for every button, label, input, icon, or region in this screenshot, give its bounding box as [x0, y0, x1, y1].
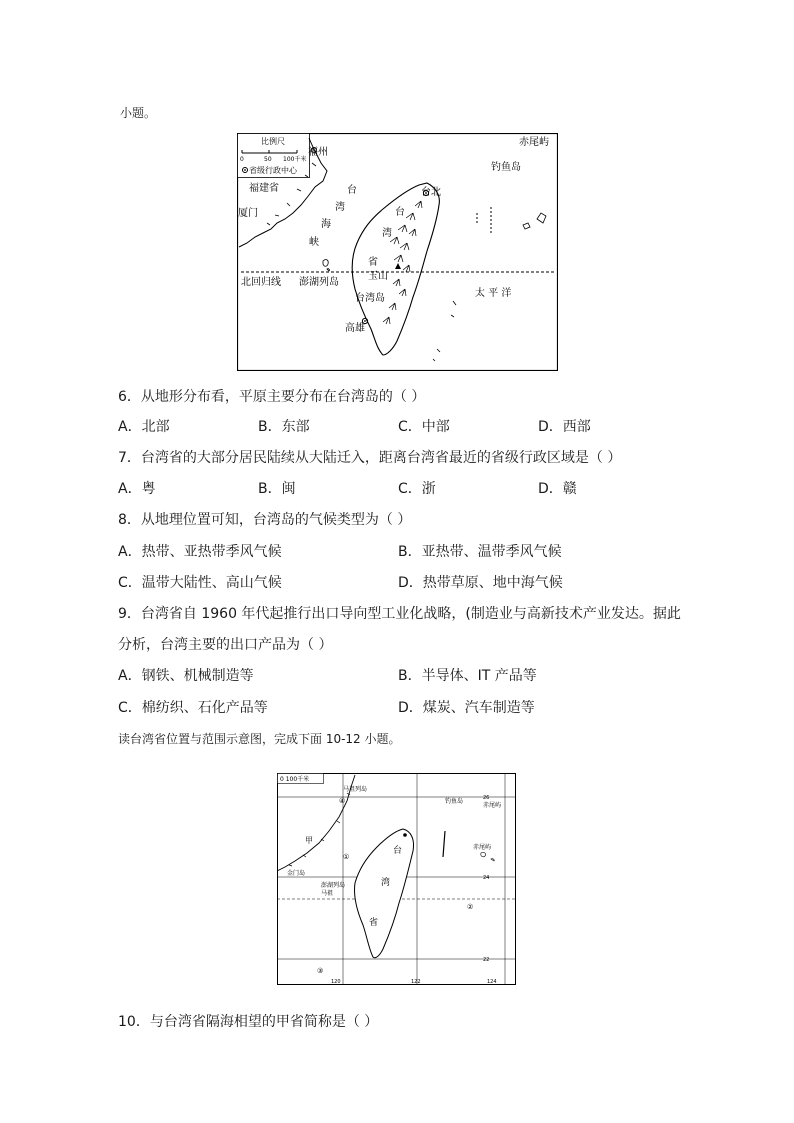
- svg-text:台: 台: [347, 185, 357, 196]
- label-fuzhou: 福州: [308, 147, 328, 158]
- label-jia: 甲: [305, 836, 313, 845]
- q9-stem-line1: 9．台湾省自 1960 年代起推行出口导向型工业化战略，(制造业与高新技术产业发达。据此: [118, 606, 681, 622]
- q8-option-a[interactable]: A．热带、亚热带季风气候: [118, 544, 282, 560]
- map2-label-penghu: 澎湖列岛: [321, 882, 346, 889]
- map2-scale: 0 100千米: [280, 776, 310, 783]
- legend-capital: 省级行政中心: [249, 166, 297, 175]
- label-xiamen: 厦门: [238, 208, 258, 219]
- q9-option-c[interactable]: C．棉纺织、石化产品等: [118, 700, 268, 716]
- map2-circ2: ②: [467, 903, 474, 911]
- label-penghu: 澎湖列岛: [299, 277, 339, 288]
- q7-stem: 7．台湾省的大部分居民陆续从大陆迁入，距离台湾省最近的省级行政区域是（ ）: [118, 450, 622, 466]
- intro-tail: 小题。: [120, 106, 157, 120]
- label-gaoxiong: 高雄: [345, 323, 365, 334]
- label-diaoyu: 钓鱼岛: [491, 162, 521, 173]
- scale-tick-50: 50: [264, 156, 272, 163]
- svg-text:台: 台: [393, 846, 403, 856]
- label-fujian: 福建省: [249, 183, 279, 194]
- map2-label-jinmen: 金门岛: [287, 870, 306, 877]
- q7-option-d[interactable]: D．赣: [538, 481, 577, 497]
- svg-text:省: 省: [369, 918, 379, 928]
- instruction: 读台湾省位置与范围示意图，完成下面 10-12 小题。: [118, 732, 401, 746]
- map2-label-islet: 赤尾屿: [473, 844, 492, 851]
- scale-tick-0: 0: [240, 156, 244, 163]
- scale-title: 比例尺: [261, 137, 285, 146]
- svg-text:湾: 湾: [381, 878, 391, 888]
- q9-option-a[interactable]: A．钢铁、机械制造等: [118, 668, 254, 684]
- q6-option-a[interactable]: A．北部: [118, 419, 170, 435]
- q9-stem-line2: 分析，台湾主要的出口产品为（ ）: [118, 637, 333, 653]
- q7-option-b[interactable]: B．闽: [258, 481, 296, 497]
- svg-text:海: 海: [321, 219, 331, 230]
- taiwan-location-map: [237, 133, 558, 371]
- label-pacific: 太 平 洋: [475, 288, 512, 299]
- map2-label-lat26: 26: [483, 795, 490, 801]
- map2-circ1: ①: [343, 853, 350, 861]
- q9-option-b[interactable]: B．半导体、IT 产品等: [398, 668, 537, 684]
- q7-option-a[interactable]: A．粤: [118, 481, 156, 497]
- map2-label-lon120: 120: [331, 979, 341, 985]
- q8-option-c[interactable]: C．温带大陆性、高山气候: [118, 575, 282, 591]
- map2-circ3: ③: [317, 967, 324, 975]
- q8-stem: 8．从地理位置可知，台湾岛的气候类型为（ ）: [118, 512, 412, 528]
- label-mazu: 马祖列岛: [343, 786, 368, 793]
- svg-text:湾: 湾: [382, 228, 392, 239]
- map2-circ4: ④: [339, 797, 346, 805]
- label-tropic: 北回归线: [241, 277, 281, 288]
- svg-text:省: 省: [368, 257, 378, 268]
- map2-label-lat24: 24: [483, 875, 490, 881]
- taiwan-range-map: [277, 773, 516, 985]
- q6-option-c[interactable]: C．中部: [398, 419, 450, 435]
- map2-label-chiwei: 赤尾屿: [483, 802, 502, 809]
- label-chiwei: 赤尾屿: [519, 137, 549, 148]
- q6-stem: 6．从地形分布看，平原主要分布在台湾岛的（ ）: [118, 389, 426, 405]
- svg-text:湾: 湾: [335, 202, 345, 213]
- map2-label-lat22: 22: [483, 957, 490, 963]
- q6-option-d[interactable]: D．西部: [538, 419, 591, 435]
- svg-text:峡: 峡: [309, 237, 319, 248]
- scale-legend-box: [238, 134, 310, 178]
- q6-option-b[interactable]: B．东部: [258, 419, 310, 435]
- q10-stem: 10．与台湾省隔海相望的甲省简称是（ ）: [118, 1014, 379, 1030]
- label-taibei: 台北: [421, 187, 441, 198]
- q8-option-b[interactable]: B．亚热带、温带季风气候: [398, 544, 562, 560]
- q8-option-d[interactable]: D．热带草原、地中海气候: [398, 575, 563, 591]
- label-island: 台湾岛: [355, 293, 385, 304]
- scale-tick-100: 100千米: [283, 156, 307, 163]
- map2-label-lon124: 124: [487, 979, 497, 985]
- map2-label-matsu-s: 马祖: [321, 890, 334, 897]
- label-yushan: 玉山: [368, 271, 388, 282]
- svg-text:台: 台: [395, 207, 405, 218]
- q9-option-d[interactable]: D．煤炭、汽车制造等: [398, 700, 535, 716]
- q7-option-c[interactable]: C．浙: [398, 481, 436, 497]
- map2-label-diaoyu: 钓鱼岛: [445, 798, 464, 805]
- map2-label-lon122: 122: [411, 979, 421, 985]
